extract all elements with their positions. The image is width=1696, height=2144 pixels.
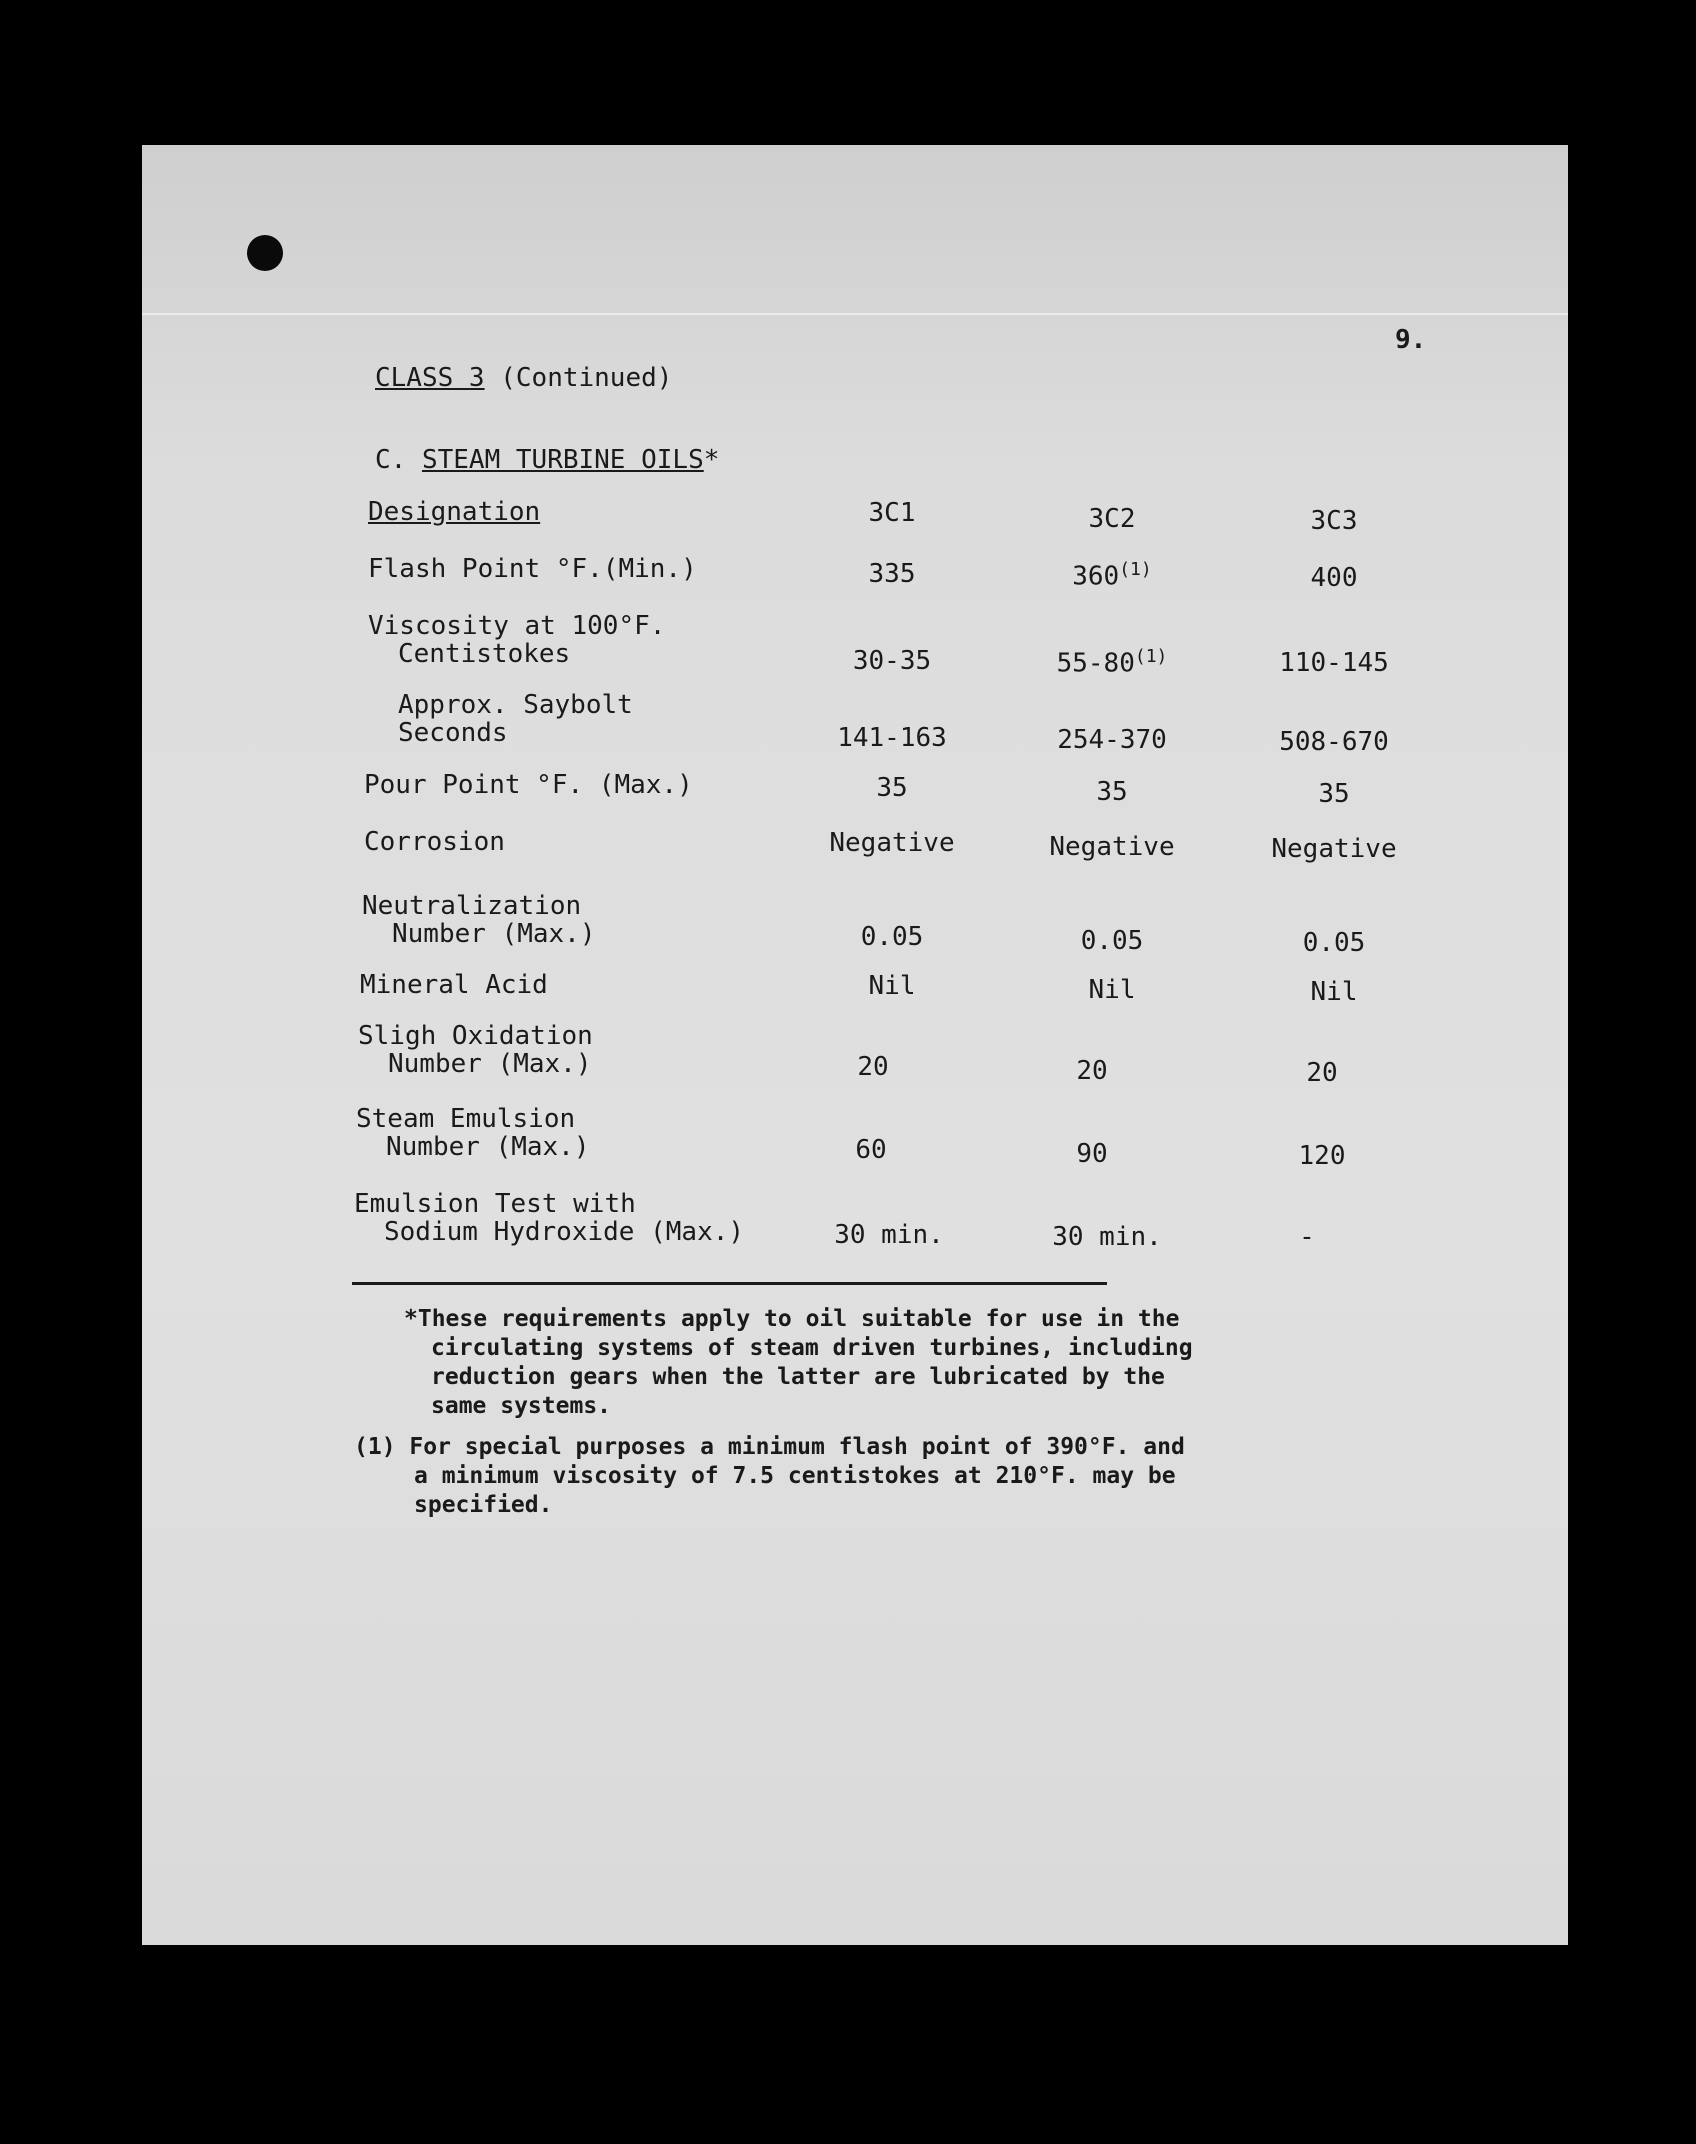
row-label: [368, 612, 665, 668]
row-label: [356, 1105, 590, 1161]
cell-3c2: 30 min.: [1052, 1222, 1162, 1252]
row-label-line-1: Sligh Oxidation: [358, 1021, 593, 1051]
row-label-line-1: Emulsion Test with: [354, 1189, 636, 1219]
row-label-line-2: Number (Max.): [388, 1049, 592, 1079]
document-page: [142, 145, 1568, 1945]
cell-3c1: 60: [855, 1135, 887, 1165]
cell-3c1: 3C1: [868, 498, 916, 528]
punch-hole: [247, 235, 283, 271]
footnote-line: circulating systems of steam driven turbines, including: [431, 1335, 1193, 1361]
cell-3c1: 141-163: [837, 723, 947, 753]
cell-3c2: 90: [1076, 1139, 1108, 1169]
row-label: [362, 892, 596, 948]
footnote-line: a minimum viscosity of 7.5 centistokes at 210°F. may be: [414, 1463, 1176, 1489]
footnote-line: reduction gears when the latter are lubricated by the: [431, 1364, 1165, 1390]
row-label: Corrosion: [364, 827, 505, 857]
cell-3c1: Negative: [829, 828, 955, 858]
cell-3c1: 20: [857, 1052, 889, 1082]
cell-3c3: 400: [1310, 563, 1358, 593]
class-heading-continued: (Continued): [500, 363, 673, 393]
row-label-line-1: Viscosity at 100°F.: [368, 611, 666, 641]
cell-3c2: 35: [1096, 777, 1128, 807]
row-label: [354, 1190, 744, 1246]
row-label: [358, 1022, 593, 1078]
row-label: Mineral Acid: [360, 970, 548, 1000]
row-label: Flash Point °F.(Min.): [368, 554, 697, 584]
cell-3c3: 3C3: [1310, 506, 1358, 536]
cell-3c3: 110-145: [1279, 648, 1389, 678]
cell-3c2: 0.05: [1080, 926, 1144, 956]
footnote-one: [354, 1433, 1185, 1520]
cell-3c1: 30-35: [852, 646, 932, 676]
row-label: [368, 691, 633, 747]
footnote-ref: (1): [1119, 559, 1152, 580]
section-title: STEAM TURBINE OILS: [421, 445, 704, 475]
row-label-line-1: Neutralization: [362, 891, 582, 921]
section-heading: [375, 445, 719, 475]
cell-3c3: Nil: [1310, 977, 1358, 1007]
row-label-line-1: Approx. Saybolt: [398, 690, 633, 720]
row-label: Pour Point °F. (Max.): [364, 770, 693, 800]
footnote-line: (1) For special purposes a minimum flash point of 390°F. and: [354, 1434, 1185, 1460]
page-number: 9.: [1395, 325, 1427, 355]
cell-3c1: Nil: [868, 971, 916, 1001]
row-label-line-2: Sodium Hydroxide (Max.): [384, 1217, 745, 1247]
row-label: Designation: [368, 497, 541, 527]
cell-3c1: 0.05: [860, 922, 924, 952]
row-label-line-2: Centistokes: [398, 639, 571, 669]
class-heading: [375, 363, 672, 393]
cell-3c2: [1017, 559, 1207, 592]
cell-3c3: -: [1299, 1222, 1315, 1252]
cell-3c2: Nil: [1088, 975, 1136, 1005]
cell-3c3: 0.05: [1302, 928, 1366, 958]
cell-3c2: 254-370: [1057, 725, 1167, 755]
cell-3c2: 3C2: [1088, 504, 1136, 534]
cell-value: 55-80: [1056, 648, 1135, 679]
row-label-line-2: Number (Max.): [386, 1132, 590, 1162]
footnote-ref: (1): [1134, 646, 1168, 667]
table-bottom-rule: [352, 1282, 1107, 1285]
cell-3c3: Negative: [1271, 834, 1397, 864]
cell-3c2: [1017, 646, 1207, 679]
cell-3c2: 20: [1076, 1056, 1108, 1086]
cell-3c3: 20: [1306, 1058, 1338, 1088]
row-label-line-2: Seconds: [398, 718, 508, 748]
cell-3c2: Negative: [1049, 832, 1175, 862]
cell-3c3: 508-670: [1279, 727, 1389, 757]
footnote-asterisk: [404, 1305, 1193, 1421]
cell-3c3: 35: [1318, 779, 1350, 809]
cell-3c3: 120: [1298, 1141, 1346, 1171]
row-label-line-1: Steam Emulsion: [356, 1104, 576, 1134]
section-prefix: C.: [375, 445, 407, 475]
row-label-line-2: Number (Max.): [392, 919, 596, 949]
class-heading-title: CLASS 3: [375, 363, 485, 393]
cell-value: 360: [1072, 561, 1120, 592]
cell-3c1: 30 min.: [834, 1220, 944, 1250]
footnote-line: *These requirements apply to oil suitable for use in the: [404, 1306, 1180, 1332]
cell-3c1: 35: [876, 773, 908, 803]
cell-3c1: 335: [868, 559, 916, 589]
section-asterisk: *: [703, 445, 720, 475]
paper-fold-line: [142, 313, 1568, 315]
footnote-line: specified.: [414, 1492, 553, 1518]
footnote-line: same systems.: [431, 1393, 612, 1419]
